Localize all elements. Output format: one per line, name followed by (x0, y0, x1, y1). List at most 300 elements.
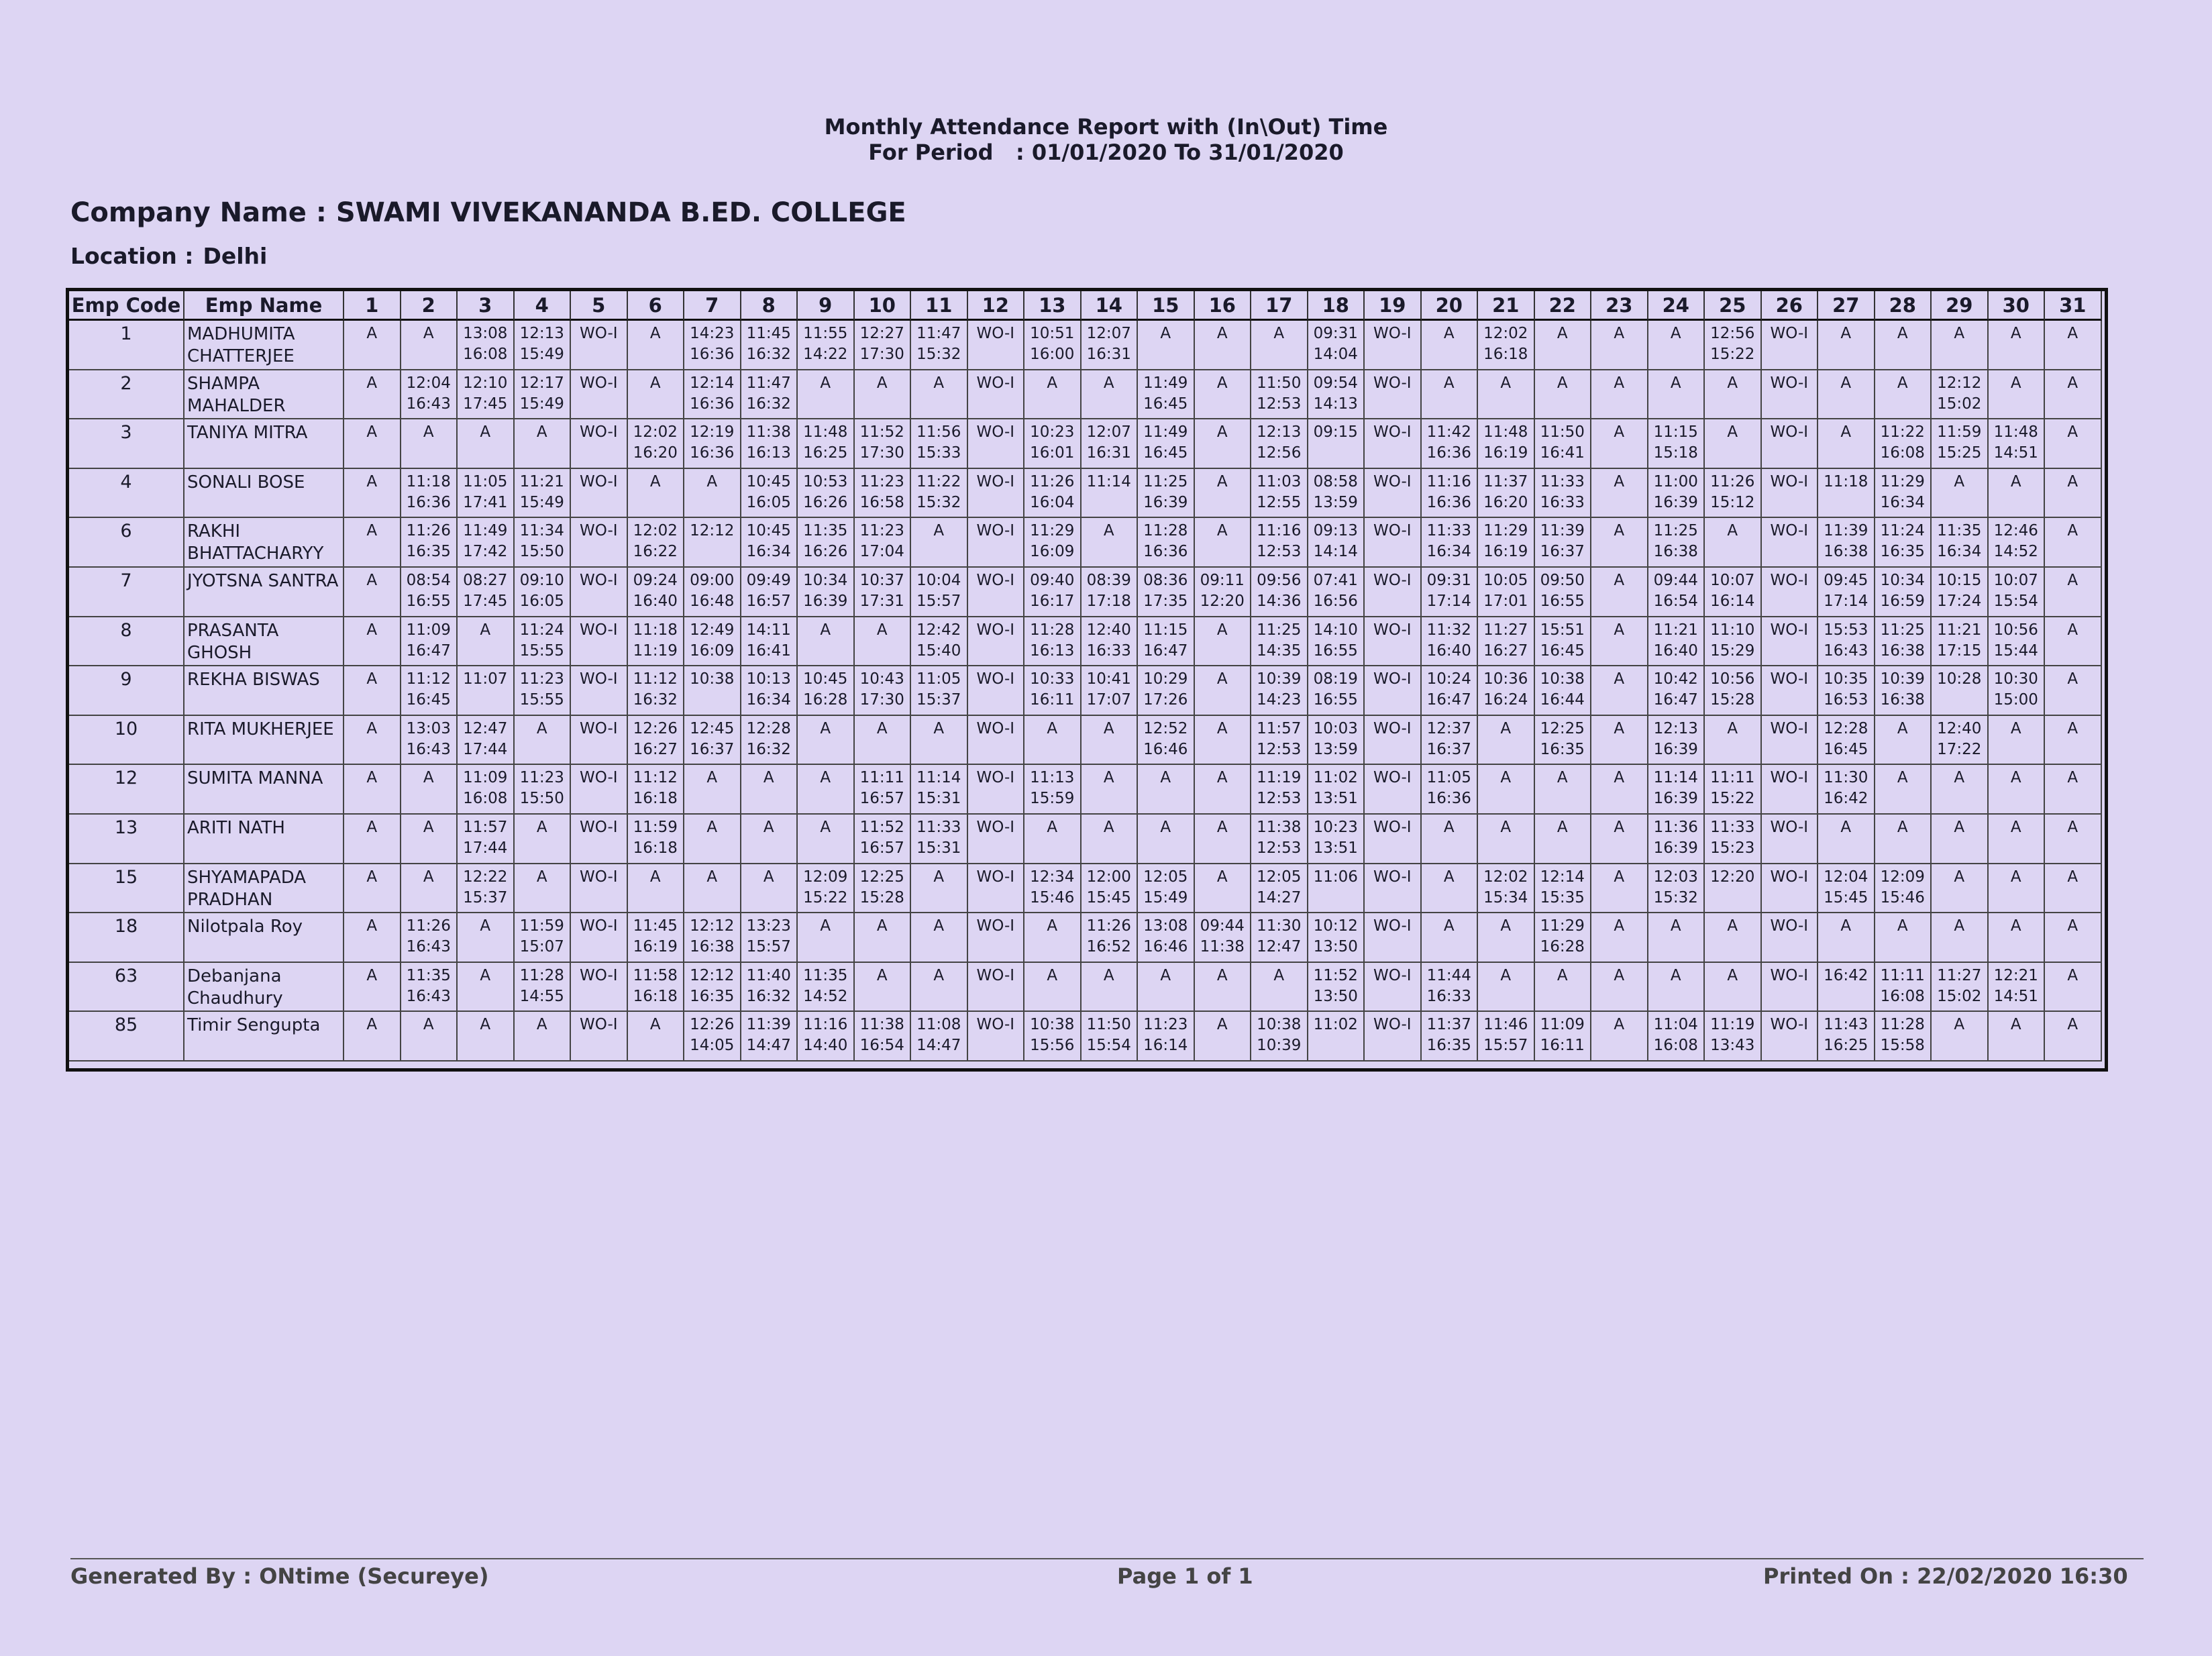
day-cell: A (1535, 963, 1592, 1013)
day-cell: 11:33 16:33 (1535, 469, 1592, 519)
day-cell: 11:03 12:55 (1251, 469, 1308, 519)
day-cell: A (1705, 963, 1762, 1013)
day-cell: 11:28 16:36 (1138, 518, 1195, 568)
day-cell: WO-I (1365, 913, 1422, 963)
day-cell: A (1478, 716, 1535, 766)
day-cell: WO-I (1365, 370, 1422, 420)
day-cell: 11:47 16:32 (741, 370, 798, 420)
day-cell: A (1422, 370, 1479, 420)
column-header: 27 (1818, 291, 1875, 321)
day-cell: A (1705, 518, 1762, 568)
day-cell: 11:39 16:38 (1818, 518, 1875, 568)
day-cell: 11:59 15:25 (1932, 419, 1989, 469)
day-cell: A (1989, 370, 2046, 420)
day-cell: 10:33 16:11 (1024, 666, 1082, 716)
day-cell: 10:07 16:14 (1705, 568, 1762, 617)
day-cell: WO-I (1762, 963, 1819, 1013)
emp-name-cell: PRASANTA GHOSH (185, 617, 344, 667)
day-cell: 11:23 15:55 (515, 666, 572, 716)
day-cell: A (1989, 321, 2046, 370)
day-cell: 11:21 15:49 (515, 469, 572, 519)
day-cell: 09:15 (1308, 419, 1365, 469)
day-cell: A (1932, 1012, 1989, 1062)
day-cell: A (1138, 963, 1195, 1013)
day-cell: A (401, 321, 458, 370)
day-cell: A (2045, 864, 2102, 914)
day-cell: A (1024, 716, 1082, 766)
day-cell: 11:15 15:18 (1648, 419, 1705, 469)
day-cell: A (1195, 716, 1252, 766)
day-cell: A (1138, 321, 1195, 370)
day-cell: 11:30 12:47 (1251, 913, 1308, 963)
day-cell: 11:44 16:33 (1422, 963, 1479, 1013)
day-cell: A (1648, 321, 1705, 370)
day-cell: 11:49 16:45 (1138, 419, 1195, 469)
day-cell: 10:24 16:47 (1422, 666, 1479, 716)
day-cell: A (344, 419, 401, 469)
day-cell: 11:52 13:50 (1308, 963, 1365, 1013)
day-cell: A (344, 963, 401, 1013)
day-cell: 11:26 16:52 (1082, 913, 1139, 963)
day-cell: 12:13 15:49 (515, 321, 572, 370)
day-cell: A (1024, 370, 1082, 420)
day-cell: A (1591, 815, 1648, 864)
day-cell: 11:23 17:04 (855, 518, 912, 568)
day-cell: 11:35 16:34 (1932, 518, 1989, 568)
column-header: 20 (1422, 291, 1479, 321)
day-cell: A (855, 370, 912, 420)
day-cell: A (684, 765, 741, 815)
day-cell: 11:08 14:47 (911, 1012, 968, 1062)
day-cell: A (344, 518, 401, 568)
day-cell: WO-I (1762, 469, 1819, 519)
day-cell: WO-I (571, 765, 628, 815)
day-cell: 11:11 16:57 (855, 765, 912, 815)
day-cell: 11:50 16:41 (1535, 419, 1592, 469)
day-cell: A (1989, 1012, 2046, 1062)
day-cell: 11:34 15:50 (515, 518, 572, 568)
day-cell: 10:38 10:39 (1251, 1012, 1308, 1062)
day-cell: 11:45 16:32 (741, 321, 798, 370)
day-cell: WO-I (1762, 864, 1819, 914)
location-label: Location : (70, 243, 194, 269)
location-line (70, 243, 276, 269)
day-cell: 12:49 16:09 (684, 617, 741, 667)
day-cell: 11:45 16:19 (628, 913, 685, 963)
day-cell: A (1478, 913, 1535, 963)
day-cell: 12:20 (1705, 864, 1762, 914)
day-cell: A (1705, 419, 1762, 469)
day-cell: 11:21 16:40 (1648, 617, 1705, 667)
day-cell: A (1875, 716, 1932, 766)
day-cell: 12:03 15:32 (1648, 864, 1705, 914)
day-cell: 11:59 16:18 (628, 815, 685, 864)
day-cell: 10:29 17:26 (1138, 666, 1195, 716)
day-cell: A (628, 864, 685, 914)
day-cell: 16:42 (1818, 963, 1875, 1013)
column-header: 23 (1591, 291, 1648, 321)
day-cell: 14:11 16:41 (741, 617, 798, 667)
day-cell: 11:38 16:13 (741, 419, 798, 469)
column-header: 2 (401, 291, 458, 321)
day-cell: A (798, 370, 855, 420)
day-cell: A (1875, 321, 1932, 370)
day-cell: 09:31 14:04 (1308, 321, 1365, 370)
emp-name-cell: Nilotpala Roy (185, 913, 344, 963)
day-cell: 11:49 16:45 (1138, 370, 1195, 420)
day-cell: A (2045, 321, 2102, 370)
emp-name-cell: TANIYA MITRA (185, 419, 344, 469)
column-header: 3 (458, 291, 515, 321)
day-cell: A (1082, 716, 1139, 766)
emp-code-cell: 63 (69, 963, 185, 1013)
day-cell: A (401, 419, 458, 469)
day-cell: WO-I (1762, 815, 1819, 864)
day-cell: A (344, 913, 401, 963)
day-cell: A (1875, 913, 1932, 963)
day-cell: A (344, 469, 401, 519)
day-cell: A (1591, 716, 1648, 766)
printed-on: Printed On : 22/02/2020 16:30 (1763, 1563, 2128, 1589)
day-cell: A (1875, 370, 1932, 420)
day-cell: 12:40 16:33 (1082, 617, 1139, 667)
day-cell: 09:54 14:13 (1308, 370, 1365, 420)
day-cell: A (1082, 815, 1139, 864)
day-cell: A (2045, 469, 2102, 519)
day-cell: WO-I (571, 568, 628, 617)
day-cell: 10:23 16:01 (1024, 419, 1082, 469)
day-cell: 11:43 16:25 (1818, 1012, 1875, 1062)
day-cell: 13:08 16:08 (458, 321, 515, 370)
day-cell: 10:15 17:24 (1932, 568, 1989, 617)
day-cell: 12:10 17:45 (458, 370, 515, 420)
day-cell: A (1989, 815, 2046, 864)
day-cell: A (1535, 370, 1592, 420)
day-cell: 11:52 16:57 (855, 815, 912, 864)
day-cell: A (684, 469, 741, 519)
day-cell: WO-I (1365, 765, 1422, 815)
day-cell: WO-I (968, 864, 1025, 914)
day-cell: A (344, 716, 401, 766)
day-cell: 10:42 16:47 (1648, 666, 1705, 716)
day-cell: 09:44 16:54 (1648, 568, 1705, 617)
day-cell: WO-I (1365, 419, 1422, 469)
day-cell: A (1818, 370, 1875, 420)
day-cell: A (1422, 913, 1479, 963)
day-cell: WO-I (968, 321, 1025, 370)
generated-by: Generated By : ONtime (Secureye) (70, 1563, 489, 1589)
day-cell: A (741, 765, 798, 815)
day-cell: A (798, 617, 855, 667)
day-cell: 11:50 12:53 (1251, 370, 1308, 420)
day-cell: 12:02 16:18 (1478, 321, 1535, 370)
day-cell: A (741, 864, 798, 914)
day-cell: A (1535, 765, 1592, 815)
column-header: 12 (968, 291, 1025, 321)
day-cell: WO-I (571, 963, 628, 1013)
day-cell: A (515, 815, 572, 864)
day-cell: 11:05 15:37 (911, 666, 968, 716)
day-cell: 09:13 14:14 (1308, 518, 1365, 568)
day-cell: A (911, 370, 968, 420)
day-cell: WO-I (968, 913, 1025, 963)
column-header: 29 (1932, 291, 1989, 321)
emp-name-cell: SHYAMAPADA PRADHAN (185, 864, 344, 914)
day-cell: 12:02 16:20 (628, 419, 685, 469)
day-cell: 08:36 17:35 (1138, 568, 1195, 617)
day-cell: A (1591, 913, 1648, 963)
column-header: 4 (515, 291, 572, 321)
day-cell: A (1591, 963, 1648, 1013)
day-cell: 11:26 15:12 (1705, 469, 1762, 519)
day-cell: A (911, 913, 968, 963)
day-cell: WO-I (571, 469, 628, 519)
day-cell: A (1422, 864, 1479, 914)
day-cell: A (2045, 419, 2102, 469)
day-cell: 11:23 16:14 (1138, 1012, 1195, 1062)
day-cell: 12:07 16:31 (1082, 419, 1139, 469)
day-cell: A (1478, 370, 1535, 420)
day-cell: A (628, 469, 685, 519)
day-cell: 11:33 15:31 (911, 815, 968, 864)
day-cell: A (1989, 864, 2046, 914)
day-cell: 12:56 15:22 (1705, 321, 1762, 370)
day-cell: 11:42 16:36 (1422, 419, 1479, 469)
emp-code-cell: 4 (69, 469, 185, 519)
day-cell: 11:38 12:53 (1251, 815, 1308, 864)
day-cell: A (1818, 815, 1875, 864)
day-cell: A (1195, 815, 1252, 864)
day-cell: 11:00 16:39 (1648, 469, 1705, 519)
day-cell: WO-I (968, 419, 1025, 469)
day-cell: 11:48 14:51 (1989, 419, 2046, 469)
day-cell: 10:05 17:01 (1478, 568, 1535, 617)
day-cell: 12:12 16:35 (684, 963, 741, 1013)
emp-code-cell: 1 (69, 321, 185, 370)
day-cell: A (1591, 568, 1648, 617)
report-period (0, 140, 2212, 165)
day-cell: A (1195, 864, 1252, 914)
column-header: 13 (1024, 291, 1082, 321)
day-cell: A (684, 815, 741, 864)
day-cell: WO-I (1365, 716, 1422, 766)
emp-name-cell: SUMITA MANNA (185, 765, 344, 815)
day-cell: A (344, 666, 401, 716)
column-header: 30 (1989, 291, 2046, 321)
emp-code-cell: 2 (69, 370, 185, 420)
day-cell: A (401, 765, 458, 815)
emp-name-cell: JYOTSNA SANTRA (185, 568, 344, 617)
day-cell: 11:49 17:42 (458, 518, 515, 568)
day-cell: 11:29 16:19 (1478, 518, 1535, 568)
day-cell: WO-I (1762, 568, 1819, 617)
day-cell: 12:34 15:46 (1024, 864, 1082, 914)
day-cell: 11:06 (1308, 864, 1365, 914)
day-cell: WO-I (1365, 568, 1422, 617)
day-cell: 11:10 15:29 (1705, 617, 1762, 667)
day-cell: A (458, 617, 515, 667)
day-cell: 11:40 16:32 (741, 963, 798, 1013)
day-cell: 08:39 17:18 (1082, 568, 1139, 617)
day-cell: A (344, 765, 401, 815)
column-header: 18 (1308, 291, 1365, 321)
day-cell: A (1989, 469, 2046, 519)
day-cell: A (1478, 815, 1535, 864)
day-cell: A (1195, 469, 1252, 519)
day-cell: 11:39 14:47 (741, 1012, 798, 1062)
day-cell: 11:33 16:34 (1422, 518, 1479, 568)
day-cell: 11:59 15:07 (515, 913, 572, 963)
day-cell: 10:07 15:54 (1989, 568, 2046, 617)
day-cell: 09:45 17:14 (1818, 568, 1875, 617)
day-cell: 12:04 16:43 (401, 370, 458, 420)
day-cell: A (628, 321, 685, 370)
emp-code-cell: 6 (69, 518, 185, 568)
day-cell: A (1082, 370, 1139, 420)
day-cell: 11:29 16:28 (1535, 913, 1592, 963)
emp-name-cell: SONALI BOSE (185, 469, 344, 519)
day-cell: 11:11 16:08 (1875, 963, 1932, 1013)
day-cell: 11:22 15:32 (911, 469, 968, 519)
day-cell: 14:23 16:36 (684, 321, 741, 370)
day-cell: 10:45 16:28 (798, 666, 855, 716)
day-cell: A (798, 913, 855, 963)
day-cell: 10:04 15:57 (911, 568, 968, 617)
day-cell: A (1195, 321, 1252, 370)
day-cell: 12:46 14:52 (1989, 518, 2046, 568)
day-cell: 11:58 16:18 (628, 963, 685, 1013)
day-cell: WO-I (1365, 321, 1422, 370)
day-cell: 11:33 15:23 (1705, 815, 1762, 864)
day-cell: 11:29 16:34 (1875, 469, 1932, 519)
day-cell: 11:23 15:50 (515, 765, 572, 815)
day-cell: A (911, 716, 968, 766)
day-cell: A (1648, 370, 1705, 420)
day-cell: A (1251, 963, 1308, 1013)
day-cell: 11:55 14:22 (798, 321, 855, 370)
day-cell: A (401, 815, 458, 864)
day-cell: 11:36 16:39 (1648, 815, 1705, 864)
day-cell: 11:16 16:36 (1422, 469, 1479, 519)
day-cell: 12:52 16:46 (1138, 716, 1195, 766)
day-cell: 12:25 15:28 (855, 864, 912, 914)
day-cell: 11:35 16:26 (798, 518, 855, 568)
day-cell: A (2045, 716, 2102, 766)
day-cell: 11:27 16:27 (1478, 617, 1535, 667)
day-cell: 09:40 16:17 (1024, 568, 1082, 617)
day-cell: A (1989, 716, 2046, 766)
day-cell: WO-I (1762, 765, 1819, 815)
day-cell: A (458, 963, 515, 1013)
day-cell: A (1195, 617, 1252, 667)
day-cell: A (1932, 913, 1989, 963)
day-cell: 10:38 16:44 (1535, 666, 1592, 716)
day-cell: 09:00 16:48 (684, 568, 741, 617)
day-cell: A (1591, 864, 1648, 914)
day-cell: WO-I (1762, 518, 1819, 568)
day-cell: A (458, 419, 515, 469)
day-cell: 11:16 14:40 (798, 1012, 855, 1062)
day-cell: 11:05 16:36 (1422, 765, 1479, 815)
day-cell: 10:12 13:50 (1308, 913, 1365, 963)
day-cell: WO-I (968, 765, 1025, 815)
day-cell: A (1932, 815, 1989, 864)
day-cell: 11:14 (1082, 469, 1139, 519)
day-cell: WO-I (1365, 1012, 1422, 1062)
day-cell: 12:25 16:35 (1535, 716, 1592, 766)
day-cell: WO-I (571, 321, 628, 370)
day-cell: A (1195, 666, 1252, 716)
day-cell: A (2045, 518, 2102, 568)
day-cell: WO-I (571, 815, 628, 864)
day-cell: A (2045, 568, 2102, 617)
day-cell: A (1478, 963, 1535, 1013)
column-header: 14 (1082, 291, 1139, 321)
day-cell: 11:48 16:19 (1478, 419, 1535, 469)
day-cell: A (628, 1012, 685, 1062)
day-cell: A (911, 518, 968, 568)
day-cell: A (1818, 913, 1875, 963)
day-cell: 11:25 16:39 (1138, 469, 1195, 519)
emp-code-cell: 10 (69, 716, 185, 766)
day-cell: 15:51 16:45 (1535, 617, 1592, 667)
day-cell: 10:35 16:53 (1818, 666, 1875, 716)
day-cell: WO-I (571, 518, 628, 568)
day-cell: 12:09 15:22 (798, 864, 855, 914)
day-cell: A (1705, 716, 1762, 766)
day-cell: 13:23 15:57 (741, 913, 798, 963)
emp-code-cell: 85 (69, 1012, 185, 1062)
emp-name-cell: Timir Sengupta (185, 1012, 344, 1062)
day-cell: 12:47 17:44 (458, 716, 515, 766)
day-cell: A (798, 815, 855, 864)
day-cell: WO-I (968, 568, 1025, 617)
day-cell: A (2045, 1012, 2102, 1062)
day-cell: A (1648, 963, 1705, 1013)
day-cell: 14:10 16:55 (1308, 617, 1365, 667)
day-cell: 11:14 15:31 (911, 765, 968, 815)
day-cell: 11:07 (458, 666, 515, 716)
day-cell: 11:48 16:25 (798, 419, 855, 469)
column-header: Emp Code (69, 291, 185, 321)
day-cell: 12:09 15:46 (1875, 864, 1932, 914)
day-cell: 10:03 13:59 (1308, 716, 1365, 766)
day-cell: WO-I (1762, 321, 1819, 370)
column-header: 22 (1535, 291, 1592, 321)
day-cell: A (1989, 913, 2046, 963)
day-cell: 10:23 13:51 (1308, 815, 1365, 864)
day-cell: WO-I (1762, 370, 1819, 420)
day-cell: A (684, 864, 741, 914)
day-cell: A (1195, 419, 1252, 469)
day-cell: A (515, 716, 572, 766)
day-cell: 15:53 16:43 (1818, 617, 1875, 667)
day-cell: 11:25 16:38 (1648, 518, 1705, 568)
day-cell: A (1024, 815, 1082, 864)
day-cell: 07:41 16:56 (1308, 568, 1365, 617)
day-cell: A (1082, 765, 1139, 815)
day-cell: 11:24 16:35 (1875, 518, 1932, 568)
attendance-table (66, 288, 2108, 1072)
day-cell: 12:04 15:45 (1818, 864, 1875, 914)
day-cell: A (458, 1012, 515, 1062)
day-cell: A (2045, 617, 2102, 667)
day-cell: WO-I (571, 1012, 628, 1062)
day-cell: 11:24 15:55 (515, 617, 572, 667)
day-cell: 11:37 16:20 (1478, 469, 1535, 519)
day-cell: 11:37 16:35 (1422, 1012, 1479, 1062)
day-cell: 12:05 14:27 (1251, 864, 1308, 914)
